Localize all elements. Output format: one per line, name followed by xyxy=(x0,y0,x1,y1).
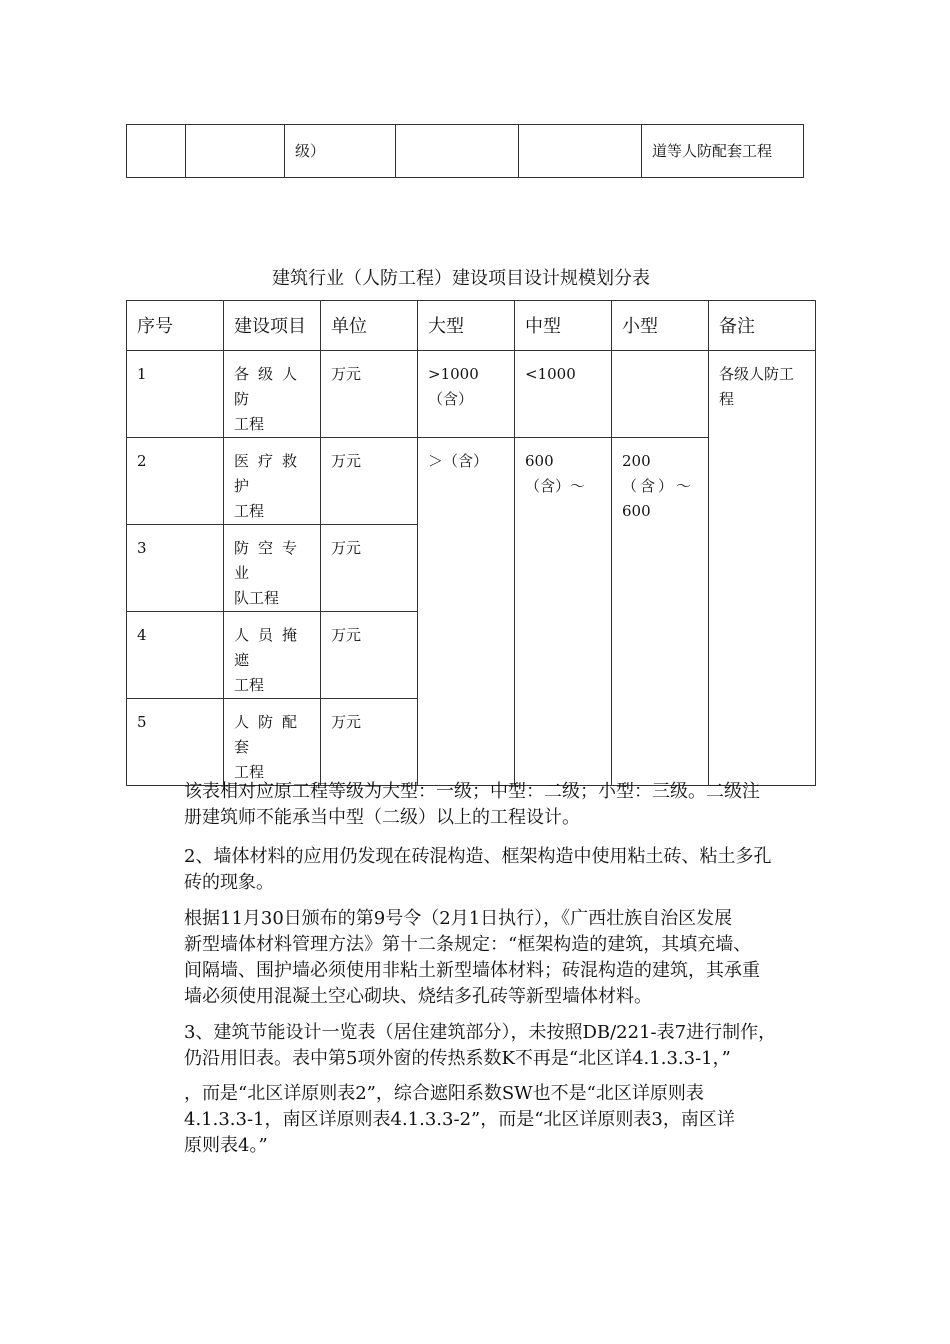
item-line: 人员掩遮 xyxy=(234,626,307,669)
row-small xyxy=(612,351,709,438)
header-medium: 中型 xyxy=(515,301,612,351)
table-title: 建筑行业（人防工程）建设项目设计规模划分表 xyxy=(272,268,650,289)
paragraph-regulation xyxy=(184,906,809,1010)
row-unit: 万元 xyxy=(321,525,418,612)
large-line: >1000 xyxy=(428,365,479,383)
item-line: 各级人防 xyxy=(234,365,307,408)
row-item xyxy=(224,525,321,612)
row-no: 3 xyxy=(127,525,224,612)
small-group-cell xyxy=(612,438,709,786)
row-unit: 万元 xyxy=(321,699,418,786)
row-item xyxy=(224,612,321,699)
item-line: 工程 xyxy=(234,415,265,433)
design-scale-table xyxy=(126,300,816,786)
header-item: 建设项目 xyxy=(224,301,321,351)
text-line: 墙必须使用混凝土空心砌块、烧结多孔砖等新型墙体材料。 xyxy=(184,986,652,1007)
row-unit: 万元 xyxy=(321,438,418,525)
text-line: 砖的现象。 xyxy=(184,872,274,893)
row-medium: <1000 xyxy=(515,351,612,438)
table-cell xyxy=(519,125,642,178)
row-item xyxy=(224,699,321,786)
row-no: 4 xyxy=(127,612,224,699)
item-line: 医疗救护 xyxy=(234,452,307,495)
table-header-row xyxy=(127,301,816,351)
table-row xyxy=(127,351,816,438)
row-unit: 万元 xyxy=(321,612,418,699)
header-no: 序号 xyxy=(127,301,224,351)
item-line: 防空专业 xyxy=(234,539,307,582)
paragraph-grade xyxy=(184,779,809,831)
medium-group-cell xyxy=(515,438,612,786)
item-line: 工程 xyxy=(234,763,265,781)
item-line: 工程 xyxy=(234,676,265,694)
large-line: （含） xyxy=(428,390,474,408)
row-no: 2 xyxy=(127,438,224,525)
text-line: 4.1.3.3-1，南区详原则表4.1.3.3-2”，而是“北区详原则表3，南区详 xyxy=(184,1109,735,1130)
medium-line: 600 xyxy=(525,452,554,470)
item-line: 人防配套 xyxy=(234,713,307,756)
paragraph-shading xyxy=(184,1081,809,1159)
header-small: 小型 xyxy=(612,301,709,351)
text-line: 新型墙体材料管理方法》第十二条规定：“框架构造的建筑，其填充墙、 xyxy=(184,934,752,955)
item-line: 工程 xyxy=(234,502,265,520)
row-large xyxy=(418,351,515,438)
row-item xyxy=(224,438,321,525)
table-row xyxy=(127,125,804,178)
text-line: 该表相对应原工程等级为大型：一级；中型：二级；小型：三级。二级注 xyxy=(184,781,760,802)
text-line: 原则表4。” xyxy=(184,1135,268,1156)
header-unit: 单位 xyxy=(321,301,418,351)
text-line: 册建筑师不能承当中型（二级）以上的工程设计。 xyxy=(184,807,580,828)
text-line: ，而是“北区详原则表2”，综合遮阳系数SW也不是“北区详原则表 xyxy=(184,1083,704,1104)
remark-line: 程 xyxy=(719,390,735,408)
medium-line: （含）～ xyxy=(525,477,586,495)
row-unit: 万元 xyxy=(321,351,418,438)
remark-line: 各级人防工 xyxy=(719,365,795,383)
table-cell: 级） xyxy=(285,125,396,178)
row-no: 5 xyxy=(127,699,224,786)
paragraph-wall-materials xyxy=(184,844,809,896)
table-cell xyxy=(127,125,186,178)
text-line: 根据11月30日颁布的第9号令（2月1日执行），《广西壮族自治区发展 xyxy=(184,908,733,929)
small-line: （含）～ xyxy=(622,477,695,495)
row-no: 1 xyxy=(127,351,224,438)
remark-cell xyxy=(709,351,816,786)
text-line: 间隔墙、围护墙必须使用非粘土新型墙体材料；砖混构造的建筑，其承重 xyxy=(184,960,760,981)
continued-table xyxy=(126,124,804,178)
row-item xyxy=(224,351,321,438)
header-remark: 备注 xyxy=(709,301,816,351)
text-line: 仍沿用旧表。表中第5项外窗的传热系数K不再是“北区详4.1.3.3-1，” xyxy=(184,1048,731,1069)
text-line: 3、建筑节能设计一览表（居住建筑部分），未按照DB/221-表7进行制作， xyxy=(184,1022,777,1043)
table-cell xyxy=(186,125,285,178)
paragraph-energy-table xyxy=(184,1020,809,1072)
table-cell: 道等人防配套工程 xyxy=(642,125,804,178)
large-group-cell: ＞（含） xyxy=(418,438,515,786)
small-line: 600 xyxy=(622,502,651,520)
item-line: 队工程 xyxy=(234,589,280,607)
table-cell xyxy=(396,125,519,178)
header-large: 大型 xyxy=(418,301,515,351)
small-line: 200 xyxy=(622,452,651,470)
text-line: 2、墙体材料的应用仍发现在砖混构造、框架构造中使用粘土砖、粘土多孔 xyxy=(184,846,772,867)
